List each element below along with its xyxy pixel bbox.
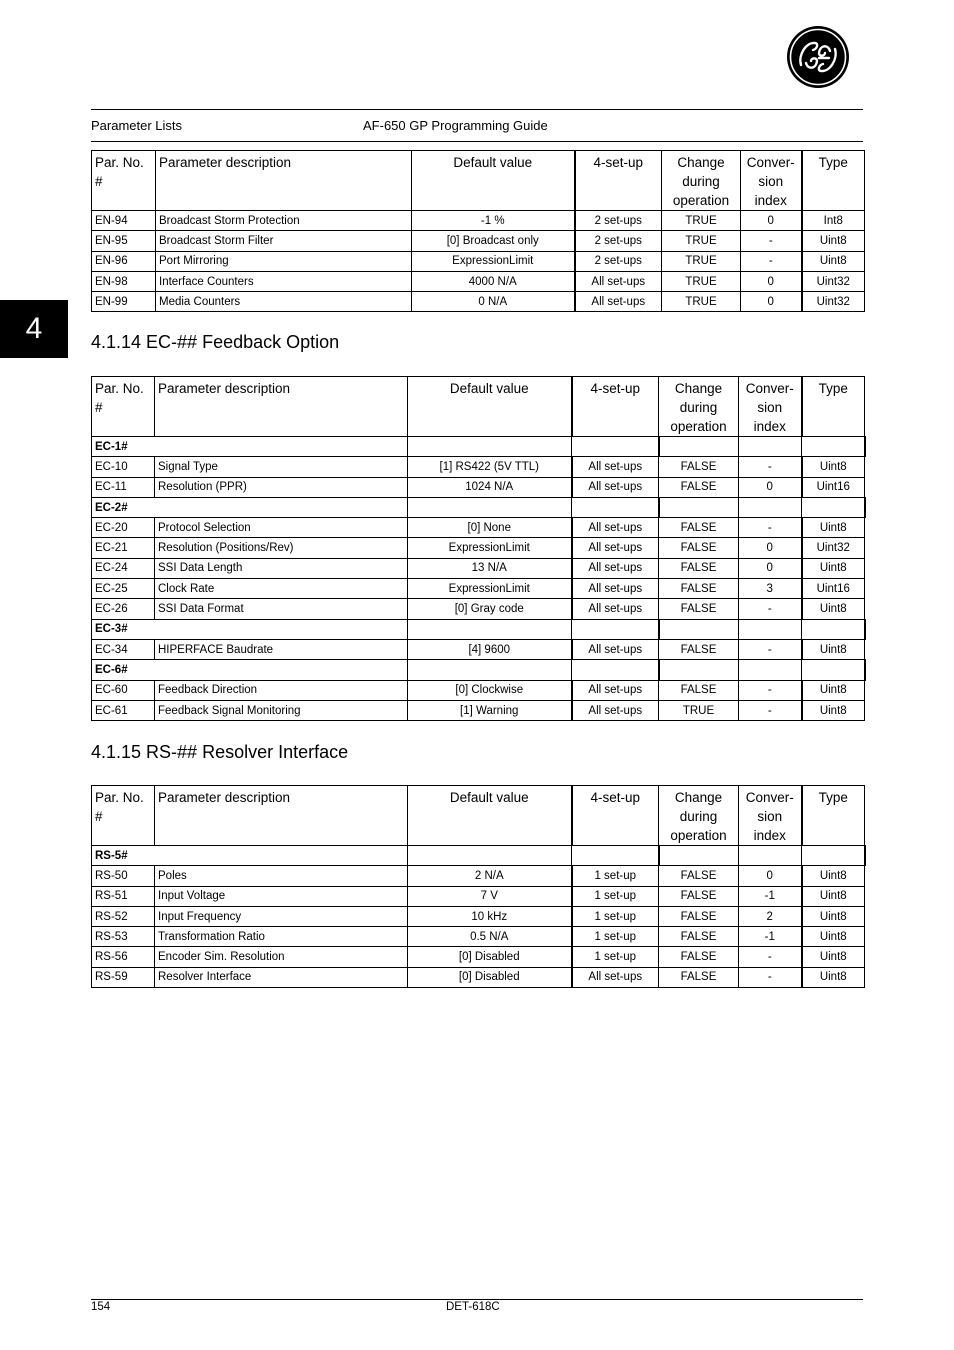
cell-type: Uint8: [802, 680, 865, 700]
cell-conversion-index: -: [741, 251, 802, 271]
cell-conversion-index: 2: [739, 906, 802, 926]
cell-default-value: [4] 9600: [408, 639, 572, 659]
cell-type: Uint8: [802, 518, 865, 538]
cell-conversion-index: 0: [739, 477, 802, 497]
table-header-row: [92, 151, 865, 211]
cell-change-during-operation: FALSE: [659, 477, 739, 497]
empty-cell: [802, 846, 865, 866]
ge-logo: [786, 25, 850, 89]
table-row: [92, 947, 865, 967]
table-row: [92, 538, 865, 558]
cell-setup: 1 set-up: [572, 906, 659, 926]
cell-change-during-operation: TRUE: [662, 251, 741, 271]
cell-default-value: ExpressionLimit: [412, 251, 575, 271]
cell-type: Uint16: [802, 477, 865, 497]
cell-type: Uint32: [802, 292, 865, 312]
col-header-description: Parameter description: [155, 377, 408, 437]
col-header-par-no: Par. No. #: [92, 377, 155, 437]
cell-change-during-operation: FALSE: [659, 457, 739, 477]
cell-par-no: EC-20: [92, 518, 155, 538]
cell-setup: 2 set-ups: [575, 231, 662, 251]
cell-conversion-index: -1: [739, 927, 802, 947]
cell-par-no: RS-51: [92, 886, 155, 906]
cell-type: Uint16: [802, 579, 865, 599]
cell-type: Uint8: [802, 967, 865, 987]
cell-default-value: 0 N/A: [412, 292, 575, 312]
header-rule-top: [91, 109, 863, 110]
cell-par-no: RS-53: [92, 927, 155, 947]
empty-cell: [408, 437, 572, 457]
cell-default-value: 0.5 N/A: [408, 927, 572, 947]
section-title-resolver-interface: 4.1.15 RS-## Resolver Interface: [91, 742, 349, 762]
table-row: [92, 680, 865, 700]
cell-conversion-index: -: [741, 231, 802, 251]
cell-setup: All set-ups: [575, 271, 662, 291]
cell-description: Feedback Direction: [155, 680, 408, 700]
col-header-description: Parameter description: [155, 786, 408, 846]
cell-description: Resolver Interface: [155, 967, 408, 987]
empty-cell: [572, 660, 659, 680]
table-header-row: [92, 377, 865, 437]
empty-cell: [572, 497, 659, 517]
cell-setup: 2 set-ups: [575, 251, 662, 271]
cell-type: Uint32: [802, 271, 865, 291]
cell-setup: 2 set-ups: [575, 211, 662, 231]
cell-type: Uint8: [802, 558, 865, 578]
cell-default-value: [0] Gray code: [408, 599, 572, 619]
cell-type: Uint32: [802, 538, 865, 558]
group-row: [92, 846, 865, 866]
table-row: [92, 231, 865, 251]
cell-setup: All set-ups: [572, 599, 659, 619]
cell-conversion-index: -: [739, 599, 802, 619]
cell-par-no: EC-25: [92, 579, 155, 599]
cell-description: Broadcast Storm Filter: [156, 231, 412, 251]
empty-cell: [572, 619, 659, 639]
cell-setup: 1 set-up: [572, 866, 659, 886]
cell-conversion-index: -: [739, 967, 802, 987]
cell-description: Resolution (PPR): [155, 477, 408, 497]
resolver-interface-table: [91, 785, 866, 988]
col-header-type: Type: [802, 151, 865, 211]
cell-conversion-index: 0: [741, 271, 802, 291]
group-label: EC-1#: [92, 437, 408, 457]
section-title-feedback-option: 4.1.14 EC-## Feedback Option: [91, 332, 340, 352]
cell-description: Poles: [155, 866, 408, 886]
cell-par-no: EC-21: [92, 538, 155, 558]
cell-conversion-index: -: [739, 518, 802, 538]
cell-type: Uint8: [802, 927, 865, 947]
cell-description: Clock Rate: [155, 579, 408, 599]
col-header-change: Change during operation: [659, 377, 739, 437]
cell-change-during-operation: TRUE: [662, 211, 741, 231]
cell-default-value: [0] None: [408, 518, 572, 538]
cell-type: Uint8: [802, 947, 865, 967]
cell-description: SSI Data Format: [155, 599, 408, 619]
cell-par-no: EC-11: [92, 477, 155, 497]
cell-type: Uint8: [802, 886, 865, 906]
header-guide-title: AF-650 GP Programming Guide: [363, 118, 548, 133]
group-label: EC-2#: [92, 497, 408, 517]
cell-change-during-operation: FALSE: [659, 947, 739, 967]
table-row: [92, 477, 865, 497]
cell-change-during-operation: FALSE: [659, 518, 739, 538]
col-header-setup: 4-set-up: [572, 786, 659, 846]
group-row: [92, 660, 865, 680]
cell-description: HIPERFACE Baudrate: [155, 639, 408, 659]
cell-setup: 1 set-up: [572, 927, 659, 947]
col-header-default: Default value: [408, 377, 572, 437]
cell-par-no: EN-96: [92, 251, 156, 271]
cell-description: Resolution (Positions/Rev): [155, 538, 408, 558]
cell-par-no: EN-98: [92, 271, 156, 291]
cell-change-during-operation: FALSE: [659, 680, 739, 700]
cell-conversion-index: -: [739, 639, 802, 659]
cell-description: Media Counters: [156, 292, 412, 312]
table-row: [92, 906, 865, 926]
cell-setup: All set-ups: [572, 680, 659, 700]
cell-par-no: RS-52: [92, 906, 155, 926]
cell-description: Feedback Signal Monitoring: [155, 700, 408, 720]
cell-change-during-operation: FALSE: [659, 927, 739, 947]
cell-type: Uint8: [802, 599, 865, 619]
cell-change-during-operation: FALSE: [659, 639, 739, 659]
cell-default-value: 7 V: [408, 886, 572, 906]
col-header-default: Default value: [408, 786, 572, 846]
empty-cell: [572, 437, 659, 457]
cell-default-value: 13 N/A: [408, 558, 572, 578]
cell-conversion-index: -1: [739, 886, 802, 906]
chapter-tab: 4: [0, 300, 68, 358]
col-header-change: Change during operation: [659, 786, 739, 846]
cell-change-during-operation: FALSE: [659, 967, 739, 987]
cell-par-no: RS-59: [92, 967, 155, 987]
col-header-description: Parameter description: [156, 151, 412, 211]
cell-par-no: EC-26: [92, 599, 155, 619]
cell-change-during-operation: TRUE: [662, 292, 741, 312]
cell-change-during-operation: FALSE: [659, 558, 739, 578]
empty-cell: [739, 660, 802, 680]
col-header-conversion: Conver- sion index: [741, 151, 802, 211]
cell-change-during-operation: TRUE: [662, 271, 741, 291]
table-row: [92, 967, 865, 987]
cell-setup: All set-ups: [572, 538, 659, 558]
cell-par-no: EN-94: [92, 211, 156, 231]
cell-description: Input Voltage: [155, 886, 408, 906]
cell-description: Signal Type: [155, 457, 408, 477]
cell-setup: All set-ups: [572, 967, 659, 987]
empty-cell: [802, 619, 865, 639]
cell-setup: All set-ups: [575, 292, 662, 312]
cell-default-value: [0] Disabled: [408, 967, 572, 987]
cell-par-no: RS-50: [92, 866, 155, 886]
cell-type: Uint8: [802, 457, 865, 477]
table-row: [92, 700, 865, 720]
table-row: [92, 639, 865, 659]
cell-type: Int8: [802, 211, 865, 231]
cell-type: Uint8: [802, 231, 865, 251]
cell-default-value: [0] Broadcast only: [412, 231, 575, 251]
cell-description: Encoder Sim. Resolution: [155, 947, 408, 967]
cell-par-no: EN-99: [92, 292, 156, 312]
group-label: EC-6#: [92, 660, 408, 680]
group-row: [92, 619, 865, 639]
cell-default-value: 2 N/A: [408, 866, 572, 886]
cell-type: Uint8: [802, 866, 865, 886]
col-header-type: Type: [802, 786, 865, 846]
cell-setup: 1 set-up: [572, 886, 659, 906]
empty-cell: [659, 497, 739, 517]
document-code: DET-618C: [446, 1301, 500, 1313]
feedback-option-table: [91, 376, 866, 721]
ethernet-parameter-table: [91, 150, 865, 312]
cell-par-no: EC-24: [92, 558, 155, 578]
table-row: [92, 599, 865, 619]
cell-default-value: 10 kHz: [408, 906, 572, 926]
header-rule-bottom: [91, 141, 863, 142]
cell-change-during-operation: FALSE: [659, 866, 739, 886]
cell-description: SSI Data Length: [155, 558, 408, 578]
cell-change-during-operation: TRUE: [659, 700, 739, 720]
table-row: [92, 518, 865, 538]
cell-conversion-index: 0: [741, 211, 802, 231]
group-row: [92, 497, 865, 517]
cell-default-value: 1024 N/A: [408, 477, 572, 497]
cell-change-during-operation: FALSE: [659, 906, 739, 926]
cell-conversion-index: 0: [739, 538, 802, 558]
cell-default-value: 4000 N/A: [412, 271, 575, 291]
table-row: [92, 271, 865, 291]
col-header-change: Change during operation: [662, 151, 741, 211]
empty-cell: [659, 619, 739, 639]
cell-description: Interface Counters: [156, 271, 412, 291]
table-row: [92, 251, 865, 271]
col-header-setup: 4-set-up: [575, 151, 662, 211]
table-row: [92, 292, 865, 312]
table-row: [92, 211, 865, 231]
cell-setup: All set-ups: [572, 558, 659, 578]
cell-setup: All set-ups: [572, 639, 659, 659]
empty-cell: [408, 497, 572, 517]
col-header-setup: 4-set-up: [572, 377, 659, 437]
cell-default-value: ExpressionLimit: [408, 538, 572, 558]
cell-conversion-index: -: [739, 947, 802, 967]
cell-default-value: ExpressionLimit: [408, 579, 572, 599]
cell-conversion-index: -: [739, 700, 802, 720]
table-row: [92, 457, 865, 477]
group-label: EC-3#: [92, 619, 408, 639]
cell-type: Uint8: [802, 639, 865, 659]
cell-setup: All set-ups: [572, 457, 659, 477]
cell-default-value: [1] Warning: [408, 700, 572, 720]
col-header-conversion: Conver- sion index: [739, 786, 802, 846]
empty-cell: [802, 660, 865, 680]
cell-conversion-index: -: [739, 680, 802, 700]
cell-change-during-operation: FALSE: [659, 599, 739, 619]
cell-description: Input Frequency: [155, 906, 408, 926]
cell-default-value: -1 %: [412, 211, 575, 231]
cell-setup: 1 set-up: [572, 947, 659, 967]
table-header-row: [92, 786, 865, 846]
cell-default-value: [0] Disabled: [408, 947, 572, 967]
cell-par-no: EC-61: [92, 700, 155, 720]
cell-par-no: EN-95: [92, 231, 156, 251]
cell-description: Broadcast Storm Protection: [156, 211, 412, 231]
cell-description: Transformation Ratio: [155, 927, 408, 947]
empty-cell: [659, 437, 739, 457]
empty-cell: [659, 846, 739, 866]
cell-setup: All set-ups: [572, 700, 659, 720]
cell-type: Uint8: [802, 251, 865, 271]
empty-cell: [408, 660, 572, 680]
col-header-default: Default value: [412, 151, 575, 211]
cell-par-no: RS-56: [92, 947, 155, 967]
cell-description: Port Mirroring: [156, 251, 412, 271]
cell-setup: All set-ups: [572, 477, 659, 497]
cell-change-during-operation: FALSE: [659, 886, 739, 906]
cell-conversion-index: 3: [739, 579, 802, 599]
cell-type: Uint8: [802, 906, 865, 926]
cell-conversion-index: 0: [741, 292, 802, 312]
empty-cell: [739, 846, 802, 866]
table-row: [92, 886, 865, 906]
group-row: [92, 437, 865, 457]
cell-default-value: [0] Clockwise: [408, 680, 572, 700]
table-row: [92, 558, 865, 578]
col-header-conversion: Conver- sion index: [739, 377, 802, 437]
cell-default-value: [1] RS422 (5V TTL): [408, 457, 572, 477]
cell-conversion-index: 0: [739, 866, 802, 886]
page-number: 154: [91, 1301, 111, 1313]
cell-change-during-operation: TRUE: [662, 231, 741, 251]
col-header-par-no: Par. No. #: [92, 786, 155, 846]
cell-setup: All set-ups: [572, 579, 659, 599]
empty-cell: [408, 619, 572, 639]
empty-cell: [408, 846, 572, 866]
cell-conversion-index: -: [739, 457, 802, 477]
col-header-type: Type: [802, 377, 865, 437]
col-header-par-no: Par. No. #: [92, 151, 156, 211]
empty-cell: [659, 660, 739, 680]
cell-par-no: EC-60: [92, 680, 155, 700]
empty-cell: [739, 437, 802, 457]
cell-type: Uint8: [802, 700, 865, 720]
table-row: [92, 927, 865, 947]
group-label: RS-5#: [92, 846, 408, 866]
header-section-label: Parameter Lists: [91, 118, 183, 133]
cell-setup: All set-ups: [572, 518, 659, 538]
cell-par-no: EC-10: [92, 457, 155, 477]
cell-par-no: EC-34: [92, 639, 155, 659]
cell-description: Protocol Selection: [155, 518, 408, 538]
empty-cell: [739, 497, 802, 517]
cell-change-during-operation: FALSE: [659, 579, 739, 599]
empty-cell: [739, 619, 802, 639]
empty-cell: [572, 846, 659, 866]
footer-rule: [91, 1299, 863, 1300]
empty-cell: [802, 497, 865, 517]
cell-conversion-index: 0: [739, 558, 802, 578]
table-row: [92, 866, 865, 886]
cell-change-during-operation: FALSE: [659, 538, 739, 558]
table-row: [92, 579, 865, 599]
empty-cell: [802, 437, 865, 457]
